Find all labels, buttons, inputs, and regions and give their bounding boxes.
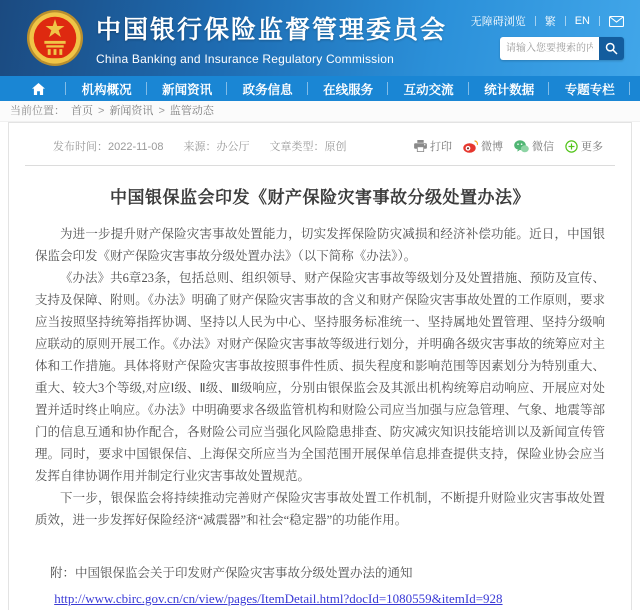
nav-item-about[interactable]: 机构概况 — [66, 76, 147, 101]
nav-item-online-service[interactable]: 在线服务 — [308, 76, 389, 101]
breadcrumb-separator: > — [98, 104, 105, 117]
weibo-button[interactable] — [463, 138, 503, 154]
article-paragraph: 为进一步提升财产保险灾害事故处置能力，切实发挥保险防灾减损和经济补偿功能。近日，中国银保监会印发《财产保险灾害事故分级处置办法》（以下简称《办法》）。 — [35, 227, 605, 263]
print-icon — [414, 140, 427, 152]
mail-icon[interactable] — [600, 16, 624, 27]
article-type-label: 文章类型： — [269, 141, 325, 153]
breadcrumb-label: 当前位置： — [10, 104, 65, 117]
article-body — [35, 223, 605, 531]
traditional-chinese-link[interactable]: 繁 — [544, 16, 556, 28]
article-meta — [53, 138, 603, 154]
share-actions — [414, 138, 603, 154]
nav-item-statistics[interactable]: 统计数据 — [469, 76, 550, 101]
breadcrumb-current[interactable]: 监管动态 — [169, 104, 214, 117]
article-type-value: 原创 — [324, 141, 347, 153]
home-icon — [32, 83, 45, 95]
site-subtitle: China Banking and Insurance Regulatory Commission — [96, 52, 394, 66]
national-emblem-logo — [26, 9, 84, 67]
breadcrumb-home[interactable]: 首页 — [71, 104, 93, 117]
article-paragraph: 《办法》共6章23条，包括总则、组织领导、财产保险灾害事故等级划分及处置措施、预防及宣传、支持及保障、附则。《办法》明确了财产保险灾害事故的含义和财产保险灾害事故处置的工作原则，要求应当按照坚持统筹指挥协调、坚持以人民为中心、坚持服务标准统一、坚持属地处置管理、坚持分级响应联动的原则开展工作。《办法》对财产保险灾害事故等级进行划分，并明确各级灾害事故的统筹应对主体和工作措施。具体将财产保险灾害事故按照事件性质、损失程度和影响范围等因素划分为特别重大、重大、较大3个等级,对应Ⅰ级、Ⅱ级、Ⅲ级响应，分别由银保监会及其派出机构统筹启动响应、开展应对处置并适时终止响应。《办法》中明确要求各级监管机构和财险公司应当加强与应急管理、气象、地震等部门的信息互通和协作配合，各财险公司应当强化风险隐患排查、防灾减灾知识技能培训以及新闻宣传管理。同时，要求中国银保信、上海保交所应当为全国范围开展保单信息排查提供支持，保险业协会应当发挥自律协调作用并制定行业灾害事故处置规范。 — [35, 271, 605, 483]
source-value: 办公厅 — [216, 141, 250, 153]
publish-time — [53, 138, 163, 154]
print-label: 打印 — [430, 141, 452, 153]
attachment-link-row — [35, 590, 605, 608]
wechat-button[interactable] — [514, 138, 554, 154]
attachment-link[interactable]: http://www.cbirc.gov.cn/cn/view/pages/ItemDetail.html?docId=1080559&itemId=928 — [54, 591, 503, 606]
nav-home[interactable] — [10, 76, 66, 101]
article-paragraph: 下一步，银保监会将持续推动完善财产保险灾害事故处置工作机制，不断提升财险业灾害事故处置质效，进一步发挥好保险经济“减震器”和社会“稳定器”的功能作用。 — [35, 491, 605, 527]
article-type — [269, 138, 346, 154]
print-button[interactable] — [414, 138, 452, 154]
site-title: 中国银行保险监督管理委员会 — [96, 16, 448, 44]
search-button[interactable] — [599, 37, 624, 60]
main-nav — [0, 76, 640, 101]
nav-item-gov-info[interactable]: 政务信息 — [227, 76, 308, 101]
publish-time-value: 2022-11-08 — [108, 141, 164, 153]
source-label: 来源： — [183, 141, 217, 153]
site-header — [0, 0, 640, 76]
site-identity — [96, 10, 447, 66]
attachment-note: 附：中国银保监会关于印发财产保险灾害事故分级处置办法的通知 — [50, 566, 413, 580]
nav-item-special-topics[interactable]: 专题专栏 — [549, 76, 630, 101]
publish-time-label: 发布时间： — [53, 141, 108, 153]
source — [183, 138, 249, 154]
meta-divider — [25, 165, 615, 166]
accessibility-link[interactable]: 无障碍浏览 — [470, 16, 526, 28]
weibo-icon — [463, 140, 478, 153]
more-plus-icon — [565, 140, 578, 153]
nav-item-interaction[interactable]: 互动交流 — [388, 76, 469, 101]
wechat-label: 微信 — [532, 141, 554, 153]
search-input[interactable] — [500, 37, 599, 60]
breadcrumb — [0, 101, 640, 122]
more-label: 更多 — [581, 141, 603, 153]
english-link[interactable]: EN — [574, 15, 590, 27]
header-quick-links — [462, 13, 624, 29]
weibo-label: 微博 — [481, 141, 503, 153]
search-icon — [605, 42, 618, 55]
breadcrumb-separator: > — [158, 104, 165, 117]
wechat-icon — [514, 140, 529, 153]
article-title: 中国银保监会印发《财产保险灾害事故分级处置办法》 — [110, 188, 530, 207]
more-button[interactable] — [565, 138, 603, 154]
article-panel — [8, 122, 632, 610]
search-bar — [500, 37, 624, 60]
breadcrumb-news[interactable]: 新闻资讯 — [109, 104, 154, 117]
nav-item-news[interactable]: 新闻资讯 — [147, 76, 228, 101]
